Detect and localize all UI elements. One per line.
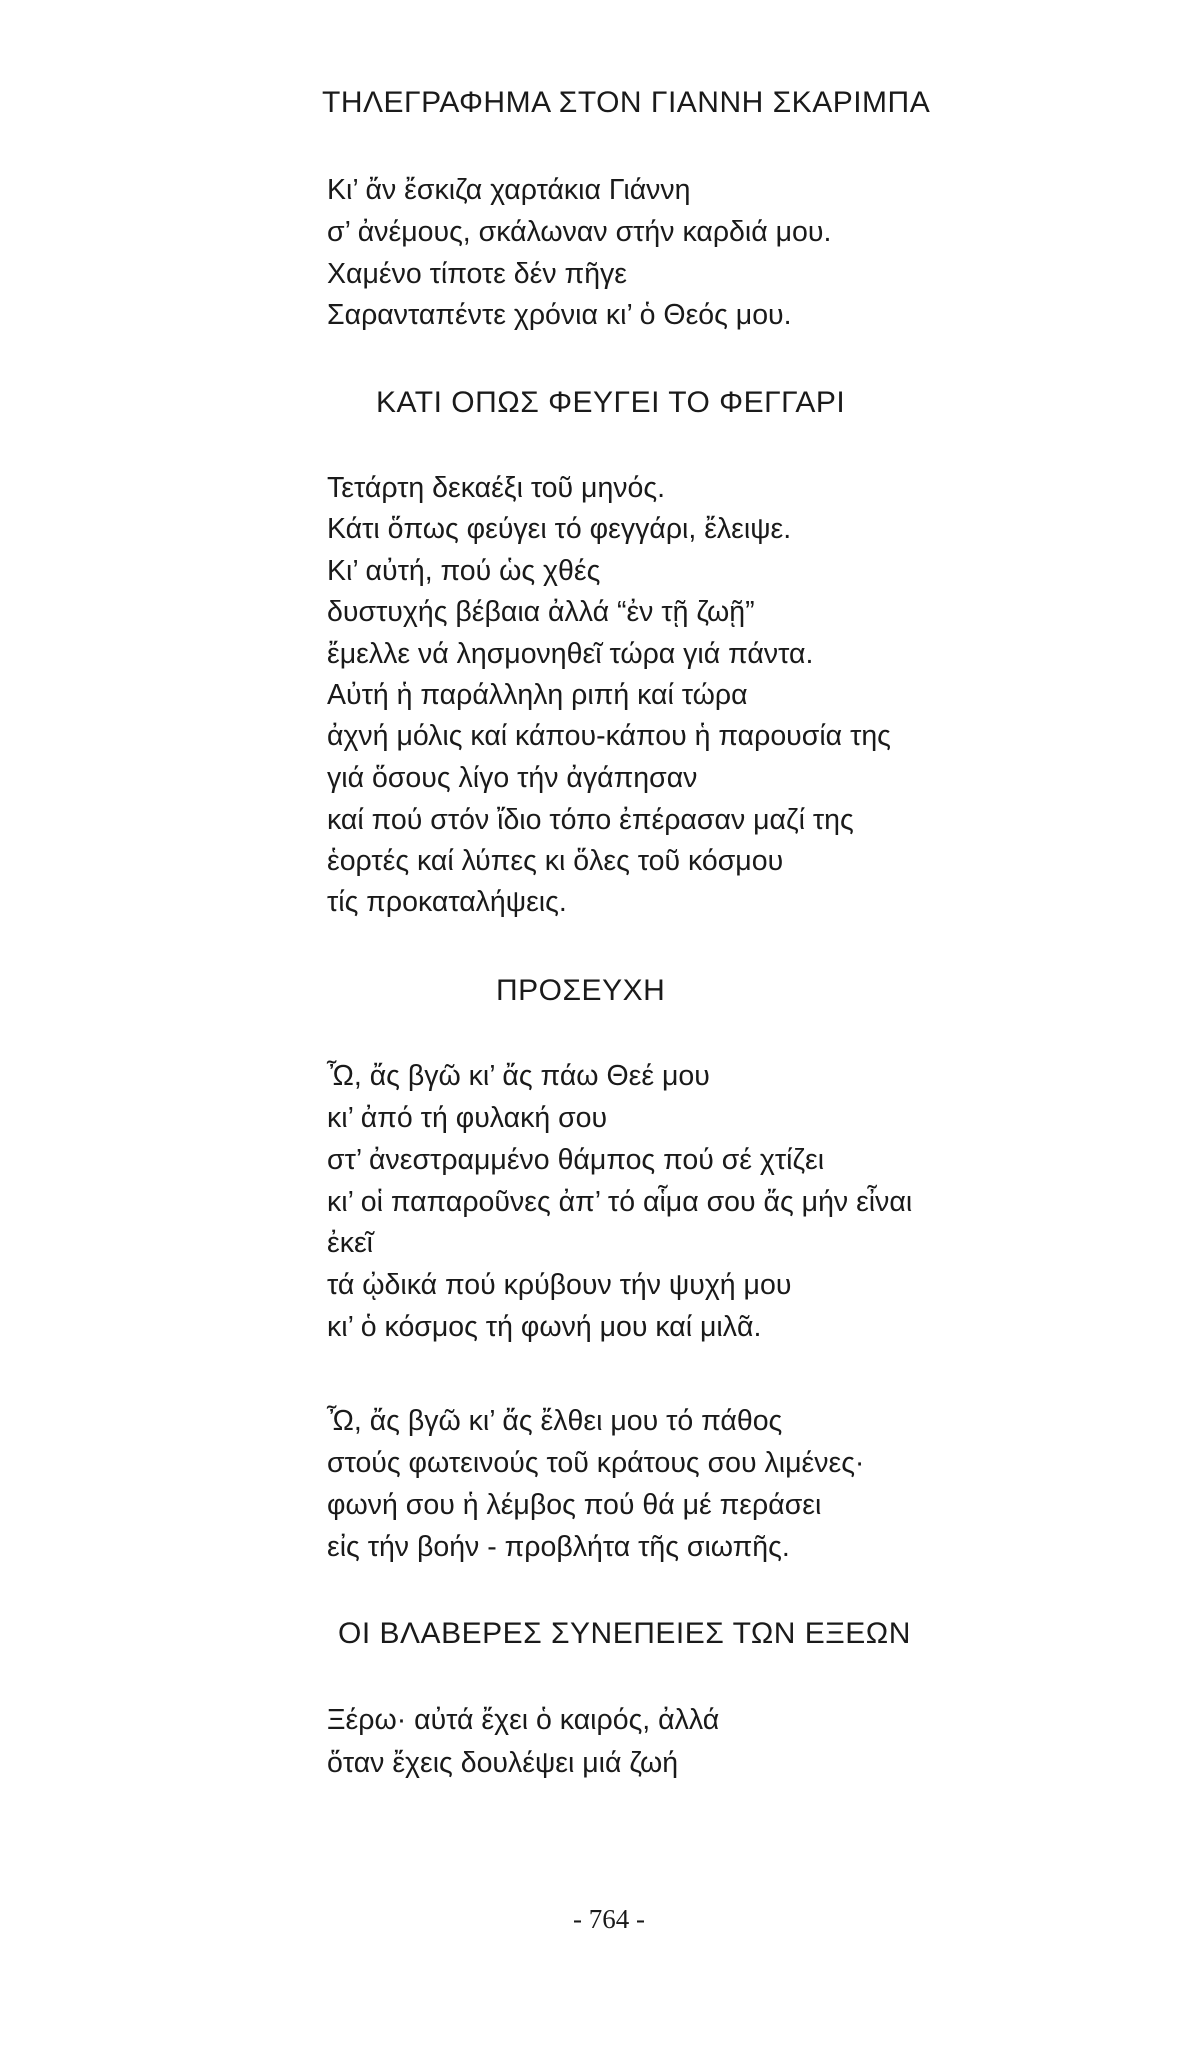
poem-line: Σαρανταπέντε χρόνια κι’ ὁ Θεός μου. [327,299,792,331]
poem-line: σ’ ἀνέμους, σκάλωναν στήν καρδιά μου. [327,216,832,248]
poem-line: Κι’ αὐτή, πού ὡς χθές [327,555,601,587]
poem-line: γιά ὅσους λίγο τήν ἀγάπησαν [327,762,698,794]
poem-line: στούς φωτεινούς τοῦ κράτους σου λιμένες· [327,1447,865,1479]
poem-line: Κάτι ὅπως φεύγει τό φεγγάρι, ἔλειψε. [327,513,792,545]
poem-line: Ὦ, ἄς βγῶ κι’ ἄς ἔλθει μου τό πάθος [327,1405,783,1437]
poem-line: κι’ ἀπό τή φυλακή σου [327,1102,608,1134]
poem-line: Ξέρω· αὐτά ἔχει ὁ καιρός, ἀλλά [327,1704,720,1736]
poem-line: κι’ οἱ παπαροῦνες ἀπ’ τό αἷμα σου ἄς μήν εἶναι [327,1186,913,1218]
poem-line: Χαμένο τίποτε δέν πῆγε [327,258,628,290]
poem-line: κι’ ὁ κόσμος τή φωνή μου καί μιλᾶ. [327,1311,762,1343]
poem-line: ἑορτές καί λύπες κι ὅλες τοῦ κόσμου [327,845,784,877]
poem-title: ΟΙ ΒΛΑΒΕΡΕΣ ΣΥΝΕΠΕΙΕΣ ΤΩΝ ΕΞΕΩΝ [338,1617,911,1650]
poem-line: τά ᾠδικά πού κρύβουν τήν ψυχή μου [327,1269,792,1301]
poem-line: ἀχνή μόλις καί κάπου-κάπου ἡ παρουσία της [327,720,891,752]
poem-line: Τετάρτη δεκαέξι τοῦ μηνός. [327,472,666,504]
poem-line: Ὦ, ἄς βγῶ κι’ ἄς πάω Θεέ μου [327,1060,710,1092]
poem-title: ΚΑΤΙ ΟΠΩΣ ΦΕΥΓΕΙ ΤΟ ΦΕΓΓΑΡΙ [376,386,846,419]
poem-line: ὅταν ἔχεις δουλέψει μιά ζωή [327,1747,679,1779]
poem-line: Αὐτή ἡ παράλληλη ριπή καί τώρα [327,679,748,711]
page-number: - 764 - [573,1904,645,1934]
poem-line: ἔμελλε νά λησμονηθεῖ τώρα γιά πάντα. [327,638,814,670]
poem-line: καί πού στόν ἴδιο τόπο ἐπέρασαν μαζί της [327,804,854,836]
poem-line: ἐκεῖ [327,1227,373,1259]
poem-line: εἰς τήν βοήν - προβλήτα τῆς σιωπῆς. [327,1531,790,1563]
poem-line: τίς προκαταλήψεις. [327,886,567,918]
poem-line: φωνή σου ἡ λέμβος πού θά μέ περάσει [327,1489,822,1521]
poem-line: δυστυχής βέβαια ἀλλά “ἐν τῇ ζωῇ” [327,596,755,628]
poem-line: Κι’ ἄν ἔσκιζα χαρτάκια Γιάννη [327,174,691,206]
poem-title: ΤΗΛΕΓΡΑΦΗΜΑ ΣΤΟΝ ΓΙΑΝΝΗ ΣΚΑΡΙΜΠΑ [322,86,931,119]
poem-line: στ’ ἀνεστραμμένο θάμπος πού σέ χτίζει [327,1144,825,1176]
poem-title: ΠΡΟΣΕΥΧΗ [496,974,666,1007]
